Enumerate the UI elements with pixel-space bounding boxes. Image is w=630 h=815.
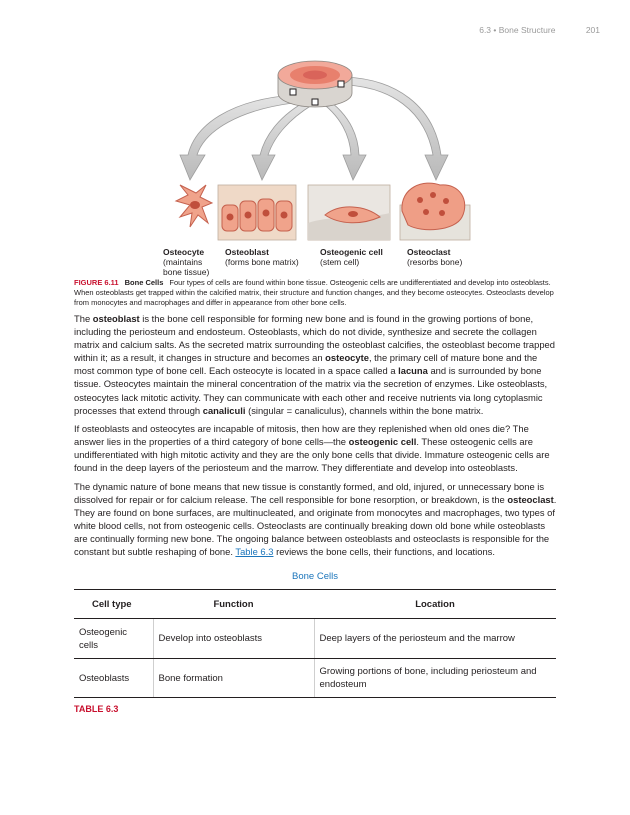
- osteogenic-cells: [308, 185, 390, 240]
- term-osteoclast: osteoclast: [507, 494, 554, 506]
- text-span: . These osteogenic cells are undifferentiated with high mitotic activity and they are the only bone cells that divide. Immature osteogenic cells are found in the deep layers of the periosteum and the marrow. They differentiate and develop into osteoblasts.: [74, 436, 550, 474]
- cell-function: Develop into osteoblasts: [153, 619, 314, 659]
- figure-number: FIGURE 6.11: [74, 278, 119, 287]
- table-number: TABLE 6.3: [74, 704, 119, 714]
- paragraph-osteogenic: [74, 422, 558, 474]
- table-reference-link[interactable]: Table 6.3: [235, 546, 274, 558]
- term-osteocyte: osteocyte: [325, 352, 369, 364]
- label-osteoclast: [407, 247, 462, 267]
- cell-type: Osteogenic cells: [74, 619, 153, 659]
- arrow-to-osteoblast: [252, 100, 312, 180]
- cell-type: Osteoblasts: [74, 659, 153, 698]
- header-function: Function: [153, 590, 314, 619]
- section-title: 6.3 • Bone Structure: [479, 25, 556, 35]
- label-osteogenic-name: Osteogenic cell: [320, 247, 383, 257]
- page-header: [479, 25, 600, 35]
- bone-cells-illustration: [150, 55, 480, 245]
- term-lacuna: lacuna: [398, 365, 428, 377]
- text-span: . They are found on bone surfaces, are multinucleated, and originate from monocytes and macrophages, two types of white blood cells, not from osteogenic cells. Osteoclasts are continually breaking down old bone while osteoblasts are continually forming new bone. The ongoing balance between osteoblasts and osteoclasts is responsible for the constant but subtle reshaping of bone.: [74, 494, 557, 558]
- label-osteoblast-name: Osteoblast: [225, 247, 269, 257]
- text-span: The: [74, 313, 93, 324]
- table-header-row: [74, 590, 556, 619]
- cell-location: Deep layers of the periosteum and the marrow: [314, 619, 556, 659]
- table-title: Bone Cells: [292, 571, 338, 582]
- figure-title: Bone Cells: [124, 278, 164, 287]
- cell-location: Growing portions of bone, including periosteum and endosteum: [314, 659, 556, 698]
- header-location: Location: [314, 590, 556, 619]
- label-osteogenic-desc: (stem cell): [320, 257, 360, 267]
- cell-function: Bone formation: [153, 659, 314, 698]
- term-osteoblast: osteoblast: [92, 313, 140, 324]
- text-span: and is surrounded by bone tissue. Osteocytes maintain the mineral concentration of the matrix via the secretion of enzymes. Like osteoblasts, osteocytes lack mitotic activity. They can communicate with each other and receive nutrients via long cytoplasmic processes that extend through: [74, 365, 548, 416]
- bone-cells-table: [74, 589, 556, 698]
- paragraph-osteoblast: [74, 312, 558, 417]
- page-number: 201: [585, 25, 600, 35]
- arrow-to-osteogenic-cell: [318, 97, 366, 180]
- label-osteoclast-desc: (resorbs bone): [407, 257, 463, 267]
- osteocyte-cell: [176, 185, 212, 227]
- osteoblast-cells: [218, 185, 296, 240]
- term-canaliculi: canaliculi: [202, 404, 246, 416]
- label-osteoblast: [225, 247, 299, 267]
- bone-cells-figure: [150, 55, 480, 277]
- text-span: , the primary cell of mature bone and the most common type of bone cell. Each osteocyte is located in a space called a: [74, 352, 538, 377]
- label-osteocyte-desc: (maintains bone tissue): [163, 257, 210, 277]
- label-osteocyte-name: Osteocyte: [163, 247, 205, 257]
- text-span: reviews the bone cells, their functions, and locations.: [273, 546, 495, 558]
- text-span: is the bone cell responsible for forming new bone and is found in the growing portions of bone, including the periosteum and endosteum. Osteoblasts, which do not divide, synthesize and secrete the collagen matrix and calcium salts. As the secreted matrix surrounding the osteoblast calcifies, the osteoblast become trapped within it; as a result, it changes in structure and becomes an: [74, 313, 555, 364]
- label-osteocyte: [163, 247, 223, 277]
- paragraph-osteoclast: [74, 480, 558, 559]
- header-cell-type: Cell type: [74, 590, 153, 619]
- text-span: If osteoblasts and osteocytes are incapable of mitosis, then how are they replenished when old ones die? The answer lies in the properties of a third category of bone cells—the: [74, 423, 529, 448]
- table-row: [74, 619, 556, 659]
- label-osteogenic: [320, 247, 383, 267]
- figure-caption-text: Four types of cells are found within bone tissue. Osteogenic cells are undifferentiated and develop into osteoblasts. When osteoblasts get trapped within the calcified matrix, their structure and function changes, and they become osteocytes. Osteoclasts develop from monocytes and macrophages and differ in appearance from other bone cells.: [74, 278, 554, 307]
- text-span: The dynamic nature of bone means that new tissue is constantly formed, and old, injured, or unnecessary bone is dissolved for repair or for calcium release. The cell responsible for bone resorption, or breakdown, is the: [74, 481, 545, 506]
- term-osteogenic-cell: osteogenic cell: [348, 436, 417, 448]
- table-row: [74, 659, 556, 698]
- figure-caption: [74, 278, 554, 308]
- text-span: (singular = canaliculus), channels within the bone matrix.: [245, 404, 484, 416]
- osteoclast-cell: [400, 183, 470, 240]
- label-osteoblast-desc: (forms bone matrix): [225, 257, 299, 267]
- label-osteoclast-name: Osteoclast: [407, 247, 451, 257]
- bone-cylinder: [278, 61, 352, 107]
